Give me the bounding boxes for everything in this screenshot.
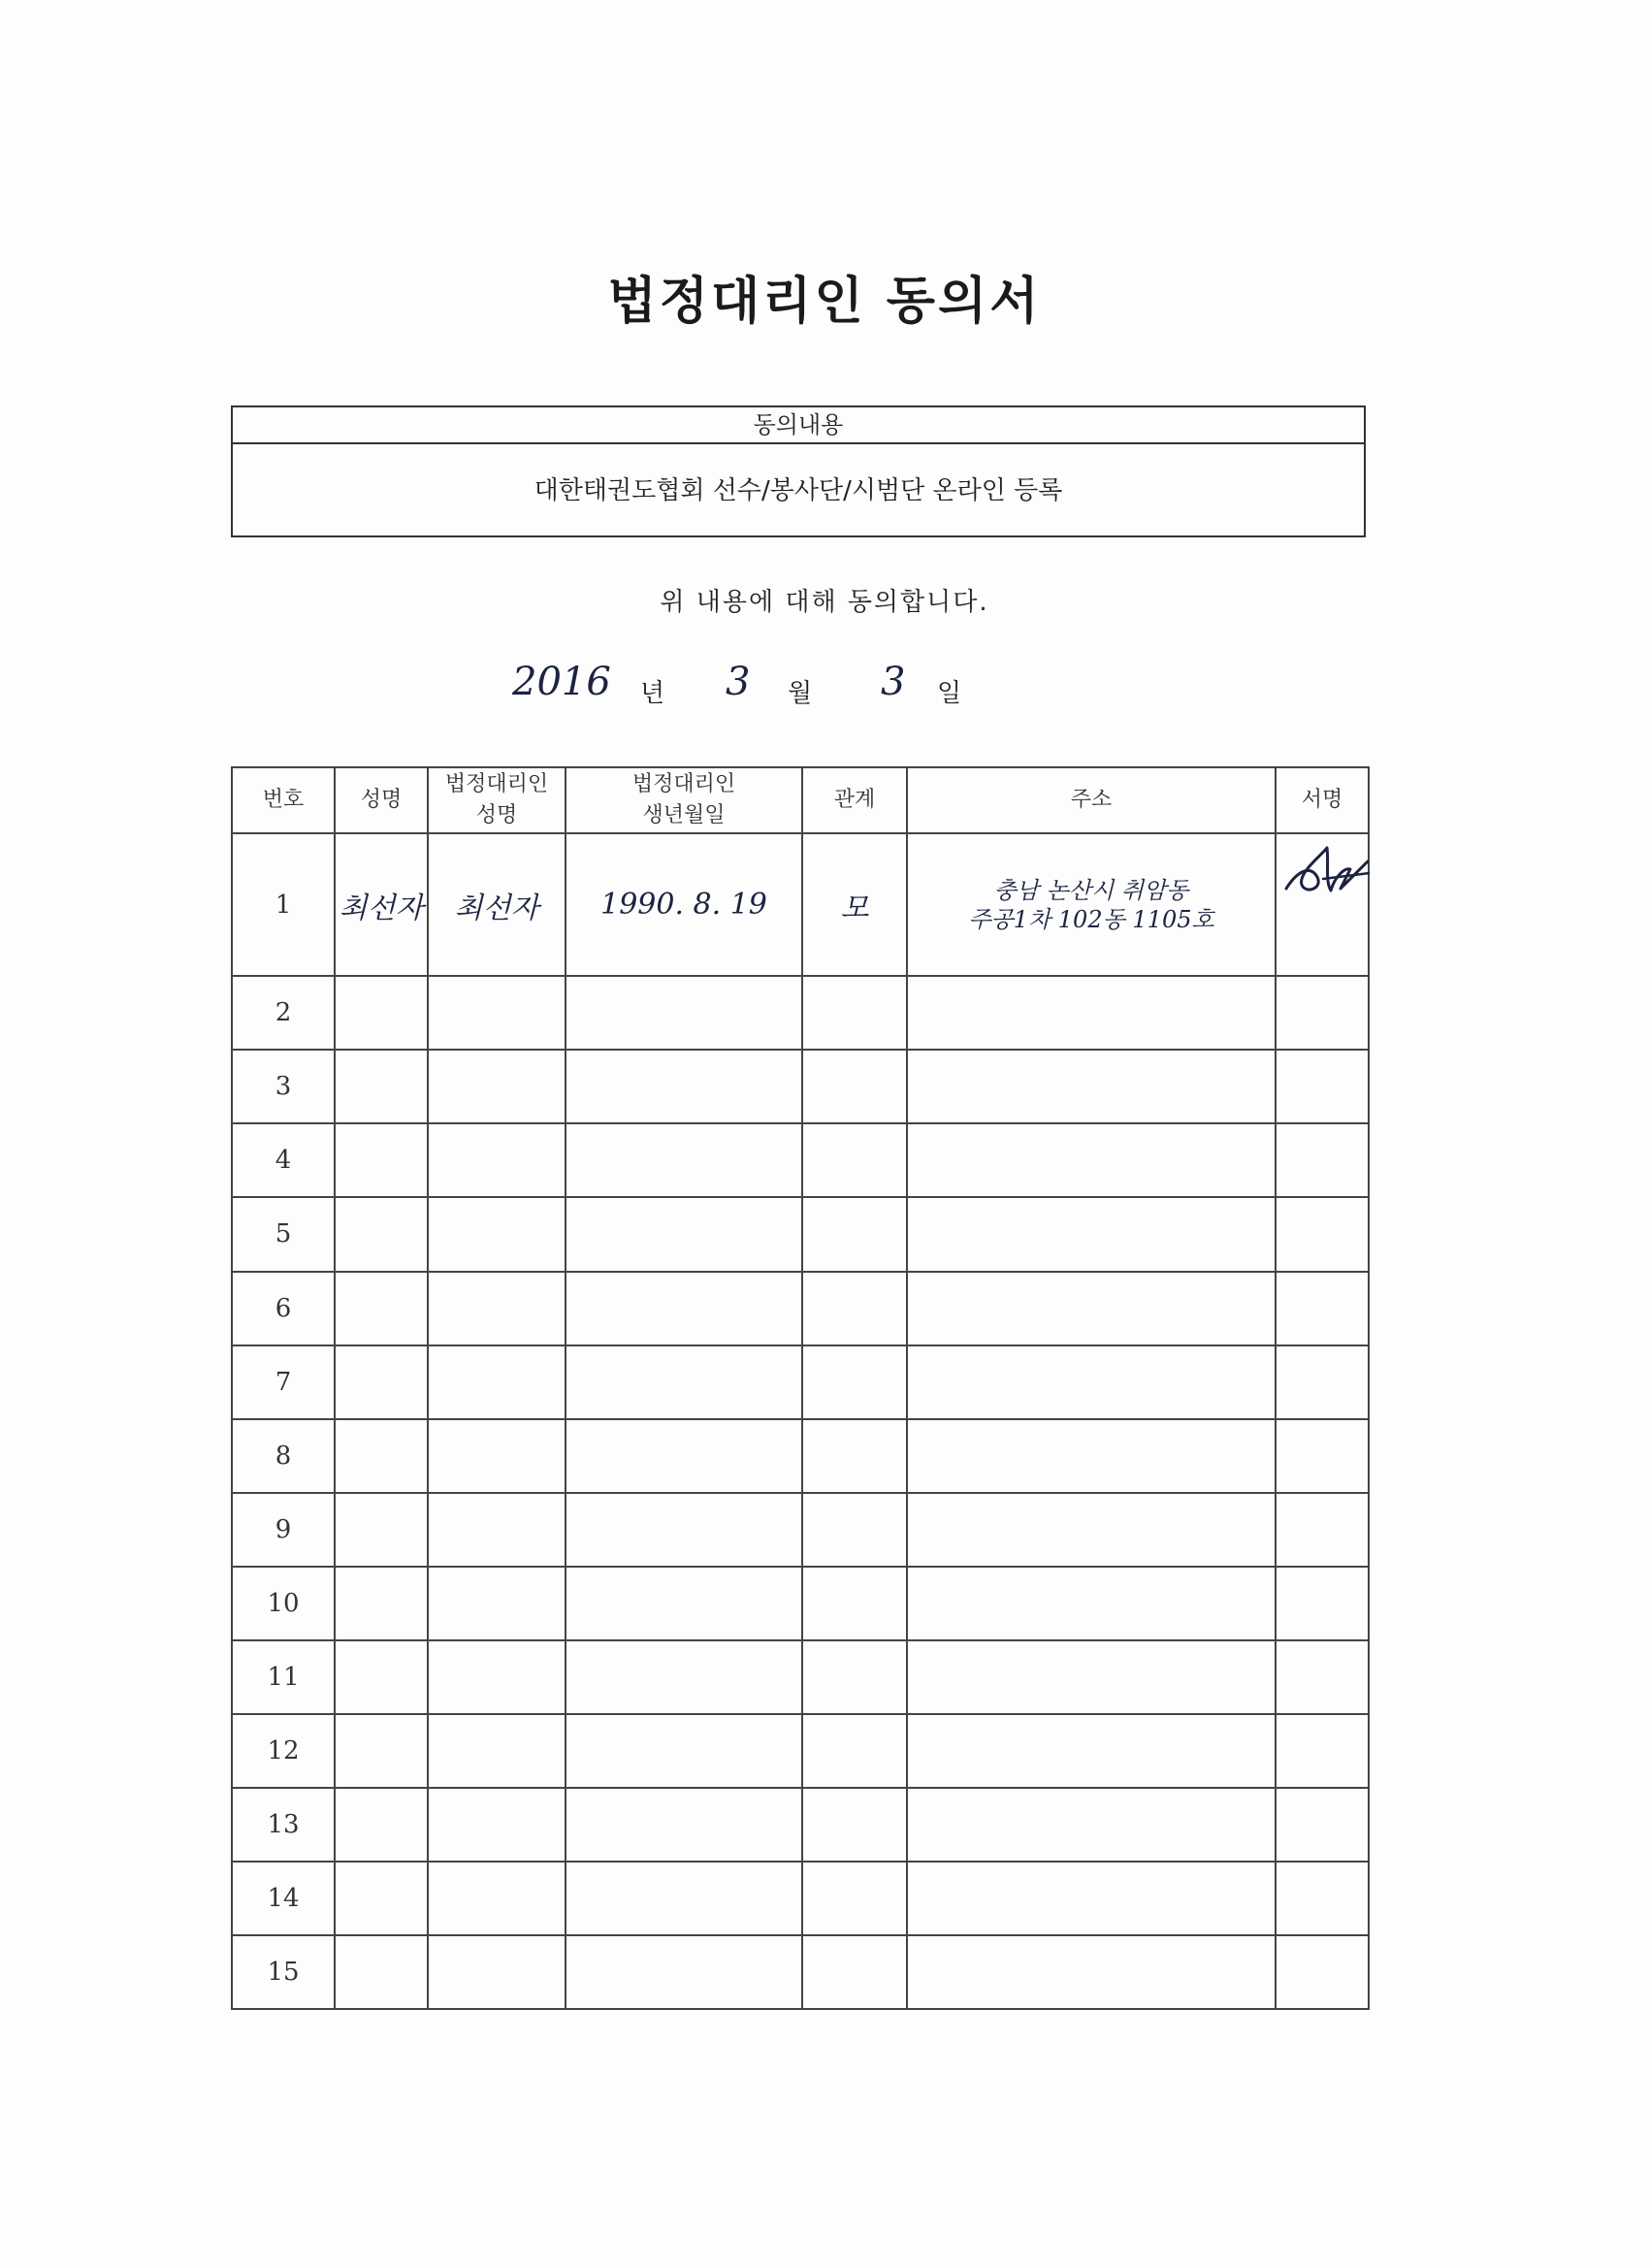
cell-signature bbox=[1276, 1197, 1369, 1271]
cell-signature bbox=[1276, 833, 1369, 976]
cell-guardian-name bbox=[428, 976, 566, 1050]
cell-signature bbox=[1276, 1567, 1369, 1640]
cell-guardian-name bbox=[428, 1345, 566, 1419]
header-guardian-birth-line2: 생년월일 bbox=[642, 803, 726, 827]
table-header-row bbox=[232, 767, 1369, 833]
date-line bbox=[0, 660, 1649, 718]
cell-name bbox=[335, 1272, 428, 1345]
cell-guardian-birth bbox=[566, 1050, 802, 1123]
consent-body: 대한태권도협회 선수/봉사단/시범단 온라인 등록 bbox=[534, 476, 1063, 505]
cell-relation bbox=[802, 1345, 907, 1419]
header-name: 성명 bbox=[335, 767, 428, 833]
cell-guardian-birth bbox=[566, 1862, 802, 1935]
cell-guardian-name bbox=[428, 1123, 566, 1197]
cell-guardian-name bbox=[428, 1640, 566, 1714]
header-guardian-name-line1: 법정대리인 bbox=[444, 772, 549, 796]
cell-relation bbox=[802, 1493, 907, 1567]
cell-guardian-name bbox=[428, 1493, 566, 1567]
table-row bbox=[232, 1493, 1369, 1567]
cell-address bbox=[907, 1714, 1276, 1788]
cell-guardian-birth bbox=[566, 976, 802, 1050]
row-number: 8 bbox=[232, 1419, 335, 1493]
cell-signature bbox=[1276, 1493, 1369, 1567]
cell-guardian-name bbox=[428, 1567, 566, 1640]
cell-address bbox=[907, 1567, 1276, 1640]
cell-name bbox=[335, 1050, 428, 1123]
cell-relation bbox=[802, 1935, 907, 2009]
cell-name: 최선자 bbox=[335, 833, 428, 976]
cell-signature bbox=[1276, 1640, 1369, 1714]
cell-signature bbox=[1276, 1935, 1369, 2009]
cell-relation bbox=[802, 1419, 907, 1493]
cell-guardian-birth bbox=[566, 1640, 802, 1714]
date-day-handwritten: 3 bbox=[881, 660, 906, 704]
consent-header: 동의내용 bbox=[233, 407, 1364, 444]
cell-relation bbox=[802, 976, 907, 1050]
cell-address bbox=[907, 1862, 1276, 1935]
table-row bbox=[232, 976, 1369, 1050]
table-row bbox=[232, 1640, 1369, 1714]
header-address: 주소 bbox=[907, 767, 1276, 833]
header-signature: 서명 bbox=[1276, 767, 1369, 833]
cell-address bbox=[907, 1419, 1276, 1493]
cell-guardian-name bbox=[428, 1272, 566, 1345]
date-year-label: 년 bbox=[640, 679, 665, 708]
cell-address bbox=[907, 1050, 1276, 1123]
cell-guardian-birth bbox=[566, 1714, 802, 1788]
cell-name bbox=[335, 1345, 428, 1419]
cell-address bbox=[907, 1197, 1276, 1271]
cell-signature bbox=[1276, 1272, 1369, 1345]
cell-signature bbox=[1276, 1862, 1369, 1935]
cell-address bbox=[907, 1493, 1276, 1567]
cell-relation bbox=[802, 1862, 907, 1935]
cell-address-line2: 주공1차 102동 1105호 bbox=[968, 905, 1214, 933]
date-year-handwritten: 2016 bbox=[512, 660, 611, 704]
cell-name bbox=[335, 1714, 428, 1788]
cell-address bbox=[907, 833, 1276, 976]
cell-name bbox=[335, 1935, 428, 2009]
cell-name bbox=[335, 1567, 428, 1640]
table-row bbox=[232, 1419, 1369, 1493]
document-title: 법정대리인 동의서 bbox=[607, 273, 1042, 331]
table-row bbox=[232, 1935, 1369, 2009]
cell-address bbox=[907, 976, 1276, 1050]
agreement-statement: 위 내용에 대해 동의합니다. bbox=[660, 588, 989, 617]
cell-name bbox=[335, 1419, 428, 1493]
consent-box bbox=[231, 405, 1366, 537]
header-guardian-birth-line1: 법정대리인 bbox=[631, 772, 736, 796]
cell-signature bbox=[1276, 1345, 1369, 1419]
row-number: 13 bbox=[232, 1788, 335, 1862]
cell-guardian-birth: 1990. 8. 19 bbox=[566, 833, 802, 976]
table-row bbox=[232, 1272, 1369, 1345]
header-number: 번호 bbox=[232, 767, 335, 833]
row-number: 9 bbox=[232, 1493, 335, 1567]
handwritten-signature bbox=[1277, 834, 1370, 912]
table-row bbox=[232, 1197, 1369, 1271]
cell-relation bbox=[802, 1197, 907, 1271]
cell-relation bbox=[802, 1567, 907, 1640]
header-guardian-name bbox=[428, 767, 566, 833]
cell-guardian-name bbox=[428, 1050, 566, 1123]
row-number: 3 bbox=[232, 1050, 335, 1123]
table-row bbox=[232, 1567, 1369, 1640]
table-row bbox=[232, 1714, 1369, 1788]
cell-guardian-name: 최선자 bbox=[428, 833, 566, 976]
row-number: 5 bbox=[232, 1197, 335, 1271]
row-number: 2 bbox=[232, 976, 335, 1050]
cell-relation bbox=[802, 1788, 907, 1862]
cell-name bbox=[335, 1862, 428, 1935]
cell-address bbox=[907, 1345, 1276, 1419]
cell-signature bbox=[1276, 976, 1369, 1050]
row-number: 6 bbox=[232, 1272, 335, 1345]
table-row bbox=[232, 1050, 1369, 1123]
row-number: 1 bbox=[232, 833, 335, 976]
row-number: 11 bbox=[232, 1640, 335, 1714]
cell-signature bbox=[1276, 1714, 1369, 1788]
date-day-label: 일 bbox=[937, 679, 962, 708]
cell-address bbox=[907, 1272, 1276, 1345]
cell-signature bbox=[1276, 1419, 1369, 1493]
table-row bbox=[232, 1788, 1369, 1862]
cell-guardian-name bbox=[428, 1714, 566, 1788]
table-row bbox=[232, 833, 1369, 976]
cell-address bbox=[907, 1640, 1276, 1714]
cell-guardian-name bbox=[428, 1935, 566, 2009]
cell-guardian-birth bbox=[566, 1197, 802, 1271]
cell-relation bbox=[802, 1714, 907, 1788]
cell-relation bbox=[802, 1640, 907, 1714]
cell-guardian-birth bbox=[566, 1788, 802, 1862]
cell-signature bbox=[1276, 1788, 1369, 1862]
cell-address-line1: 충남 논산시 취암동 bbox=[993, 876, 1189, 904]
table-row bbox=[232, 1123, 1369, 1197]
cell-signature bbox=[1276, 1123, 1369, 1197]
cell-guardian-name bbox=[428, 1862, 566, 1935]
header-guardian-name-line2: 성명 bbox=[475, 803, 518, 827]
cell-name bbox=[335, 1123, 428, 1197]
cell-name bbox=[335, 1640, 428, 1714]
cell-address bbox=[907, 1123, 1276, 1197]
date-month-label: 월 bbox=[788, 679, 813, 708]
cell-guardian-birth bbox=[566, 1493, 802, 1567]
row-number: 7 bbox=[232, 1345, 335, 1419]
cell-name bbox=[335, 1197, 428, 1271]
cell-guardian-name bbox=[428, 1788, 566, 1862]
cell-relation: 모 bbox=[802, 833, 907, 976]
cell-name bbox=[335, 1788, 428, 1862]
header-guardian-birth bbox=[566, 767, 802, 833]
row-number: 10 bbox=[232, 1567, 335, 1640]
row-number: 15 bbox=[232, 1935, 335, 2009]
guardian-table bbox=[231, 766, 1370, 2010]
cell-guardian-birth bbox=[566, 1272, 802, 1345]
cell-guardian-birth bbox=[566, 1123, 802, 1197]
cell-guardian-birth bbox=[566, 1567, 802, 1640]
row-number: 14 bbox=[232, 1862, 335, 1935]
cell-relation bbox=[802, 1050, 907, 1123]
header-relation: 관계 bbox=[802, 767, 907, 833]
cell-guardian-birth bbox=[566, 1345, 802, 1419]
cell-guardian-birth bbox=[566, 1935, 802, 2009]
cell-name bbox=[335, 976, 428, 1050]
cell-guardian-name bbox=[428, 1197, 566, 1271]
row-number: 12 bbox=[232, 1714, 335, 1788]
cell-relation bbox=[802, 1272, 907, 1345]
date-month-handwritten: 3 bbox=[726, 660, 751, 704]
table-row bbox=[232, 1862, 1369, 1935]
cell-guardian-name bbox=[428, 1419, 566, 1493]
cell-address bbox=[907, 1935, 1276, 2009]
cell-signature bbox=[1276, 1050, 1369, 1123]
cell-guardian-birth bbox=[566, 1419, 802, 1493]
table-row bbox=[232, 1345, 1369, 1419]
row-number: 4 bbox=[232, 1123, 335, 1197]
cell-name bbox=[335, 1493, 428, 1567]
cell-address bbox=[907, 1788, 1276, 1862]
cell-relation bbox=[802, 1123, 907, 1197]
